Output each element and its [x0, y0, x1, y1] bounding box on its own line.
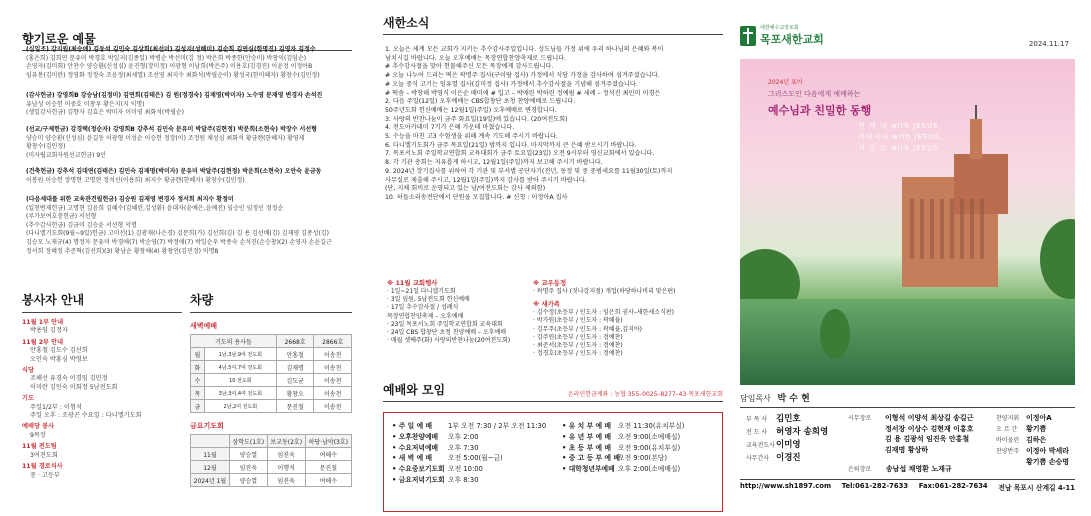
worship-time: 오전 11:30(유치부실) [618, 422, 685, 430]
table-cell: 이송천 [314, 374, 352, 387]
church-event: · 매월 셋째주(화) 사랑의반찬나눔(20여전도회) [387, 337, 511, 345]
staff-name: 황기쁨 [1026, 425, 1047, 433]
volunteer-item [22, 463, 182, 480]
members-news-title: ※ 교우동정 [533, 279, 567, 287]
offering-line: (다니엘기도회(9월~9일)헌금) 고미선(1) 김광재(나은경) 김문희(가) 김선희(김) 김 용 김선배(김) 김재영 김종성(김) [26, 230, 329, 238]
table-row [191, 400, 352, 413]
offering-line: 이봉원 이승헌 장명현 고명현 정석선(이용희) 최지수 황금랜(한혜자) 황창수(김민정) [26, 176, 245, 184]
new-member: · 김수정(초등부 / 인도자 : 임은희 권사–새한새소식판) [533, 309, 674, 317]
staff-row [996, 424, 1069, 435]
church-name: 목포새한교회 [760, 33, 824, 46]
worship-name: • 초 등 부 예 배 [562, 443, 612, 452]
table-header-cell: 2668호 [276, 335, 314, 348]
worship-time: 오전 10:00 [448, 465, 483, 474]
worship-row [562, 421, 684, 432]
tree-shape [820, 309, 850, 359]
staff-name: 이경진 [776, 453, 801, 463]
staff-list-left [746, 413, 828, 465]
cross-logo-icon [740, 26, 756, 46]
news-item: (단, 지체 회비로 운영되고 있는 남/여전도회는 감사 제외함) [385, 185, 546, 193]
worship-name: • 금요저녁기도회 [392, 475, 445, 484]
table-header-cell: 삼학도(1호) [229, 435, 267, 448]
staff-row [996, 435, 1069, 446]
volunteer-list [22, 319, 182, 480]
news-item: 8. 각 기관 총회는 지유롭게 하시고, 12월1일(주일)까지 보고해 주시기 바랍니다. [385, 159, 603, 167]
worship-name: • 중 고 등 부 예 배 [562, 454, 620, 463]
offering-line: (홍은희) 김희연 문유미 박경호 박일지(김종일) 박병순 박선미(김 정) 박은희 박종한(안승미) 박창익(김임순) [26, 54, 307, 62]
table-cell: 이송천 [314, 400, 352, 413]
staff-row [746, 413, 828, 426]
table-cell: 여해수 [305, 448, 351, 461]
volunteer-item [22, 367, 182, 392]
volunteer-names: 3여전도회 [30, 451, 58, 459]
slogan-with-jesus-1: 언 제 나 with JESUS, [858, 122, 942, 130]
table-cell: 문진철 [305, 461, 351, 474]
volunteer-names: 안홍철 김도수 김선희 [30, 347, 88, 355]
volunteer-names: 주일 오후 : 조광곤 수요일 : 다니엘기도회 [30, 412, 142, 420]
news-item: 2. 다음 주일(12일) 오후예배는 CBS합창단 초청 찬양예배로 드립니다. [385, 98, 576, 106]
worship-row [392, 475, 546, 486]
volunteer-label: 11월 전도팀 [22, 443, 57, 451]
news-item: 1. 오늘은 세계 모든 교회가 지키는 추수감사주일입니다. 성도님들 가정 위에 우리 하나님의 은혜와 복이 [385, 46, 664, 53]
new-member: · 최준서(초등부 / 인도자 : 정예찬) [533, 342, 623, 350]
worship-row [562, 432, 684, 443]
tree-shape [1040, 219, 1075, 299]
news-column [383, 0, 723, 516]
volunteer-names: 오인숙 박홍심 박영보 [30, 355, 88, 363]
volunteer-label: 기도 [22, 395, 34, 403]
offering-line: (루가보여호충헌금) 서선형 [26, 213, 97, 221]
pond-shape [740, 299, 1075, 385]
volunteer-item [22, 423, 182, 440]
volunteer-names: 9목장 [30, 431, 46, 439]
worship-name: • 새 벽 예 배 [392, 454, 433, 463]
volunteer-label: 예배당 봉사 [22, 423, 55, 431]
church-logo [740, 24, 824, 47]
table-row [191, 461, 352, 474]
volunteer-names: 중 · 고등부 [30, 471, 60, 479]
offerings-column [22, 0, 352, 516]
worship-time: 오후 2:00(소예배실) [618, 465, 681, 474]
worship-row [392, 421, 546, 432]
news-item: 5. 수능을 마친 고3 수험생을 위해 계속 기도해 주시기 바랍니다. [385, 133, 558, 141]
volunteer-names: 조해선 유경숙 이경임 김민정 [30, 375, 108, 383]
offering-line: 유남성 이승헌 이중호 이창우 황은지(지 익명) [26, 100, 145, 108]
news-item: # 오늘 중식 고기는 임유열 집사(김미정 집사) 가정에서 추수감사절을 기념해 섬겨주셨습니다. [385, 80, 638, 88]
news-item: 사무실로 제출해 주시고, 12월1일(주일)까지 감사를 받아 주시기 바랍니다. [385, 176, 587, 184]
table-cell: 11월 [191, 448, 230, 461]
staff-name: 김민호 [776, 414, 801, 424]
table-cell: 3남,3여,4여 전도회 [204, 387, 276, 400]
news-item: # 오늘 나누어 드리는 떡은 곽명주 집사(구이람 집사) 가정에서 식당 가정을 감사하여 섬겨주셨습니다. [385, 72, 660, 80]
offering-line: 김승모 노재규(4) 명정자 문유미 박경애(7) 박순영(7) 박정애(7) 박일순우 박종숙 손석진(손승창)(2) 손영자 손윤길근 [26, 238, 332, 246]
offering-line: (다음세대를 위한 교육관건립헌금) 김승원 김재영 변경자 정서희 최지수 황정미 [26, 196, 234, 203]
vehicle-section [190, 291, 352, 487]
news-item: # 추수감사절을 맞아 헌물해주신 모든 목장에게 감사드립니다. [385, 63, 554, 71]
volunteer-names: 이미란 김인숙 이회정 5남전도회 [30, 383, 118, 391]
slogan-line2: 예수님과 친밀한 동행 [768, 104, 872, 117]
elder-names: 김 용 김광석 임진욱 안홍철 [885, 435, 970, 443]
table-cell: 여해수 [305, 474, 351, 487]
table-header-cell [191, 435, 230, 448]
volunteer-label: 11월 1부 안내 [22, 319, 64, 326]
worship-time: 오후 7:30 [448, 443, 479, 452]
worship-time: 오전 9:00(본당) [618, 454, 667, 463]
worship-schedule-right [562, 421, 684, 475]
worship-time: 1부 오전 7:30 / 2부 오전 11:30 [448, 422, 547, 430]
table-cell: 임진욱 [267, 448, 305, 461]
volunteer-section [22, 291, 182, 483]
staff-list-right [996, 413, 1069, 468]
worship-time: 오전 9:00(소예배실) [618, 432, 681, 441]
worship-row [392, 464, 546, 475]
table-cell: 이행석 [267, 461, 305, 474]
table-cell: 4남,5여,7여 전도회 [204, 361, 276, 374]
news-item: 9. 2024년 장기집사를 위하여 각 기관 및 부서별 공단자기(전년, 동정 및 중 중범세요를 11월30일(토)까지 [385, 167, 673, 175]
news-item: # 떡솜 – 박창해 박영식 이은순 배미애 # 입고 – 박애린 박하린 정예림 # 세례 – 정석진 최민미 이경은 [385, 89, 661, 97]
table-row [191, 348, 352, 361]
senior-pastor-name: 박 수 현 [777, 394, 810, 404]
table-header-row [191, 435, 352, 448]
offering-line: (생일감사헌금) 김향자 김효은 박미자 이미영 최화석(박필순) [26, 109, 185, 117]
address: 전남 목포시 산계길 4-11 [998, 484, 1075, 492]
volunteer-item [22, 443, 182, 460]
table-header-cell: 기도의 용사들 [191, 335, 277, 348]
volunteer-item [22, 395, 182, 420]
table-cell: 양승열 [229, 474, 267, 487]
friday-prayer-label: 금요기도회 [190, 422, 224, 430]
staff-role: 찬양지휘 [996, 415, 1020, 422]
worship-name: • 오후찬양예배 [392, 432, 439, 441]
church-event: · 23일 목포서노회 주일학교연합회 교육대회 [387, 320, 503, 328]
new-member: · 박가원(초등부 / 인도자 : 곽혜율) [533, 317, 623, 325]
worship-row [392, 432, 546, 443]
table-cell: 2024년 1월 [191, 474, 230, 487]
church-event: · 1일~21일 다니엘기도회 [387, 288, 456, 295]
online-offering-account: 온라인헌금계좌 : 농협 355–0025–8277–43 목포새한교회 [567, 391, 723, 398]
new-member: · 김무주(초등부 / 인도자 : 곽혜율,김지아) [533, 325, 643, 333]
offering-paragraph [26, 196, 351, 256]
offering-paragraph [26, 126, 351, 160]
worship-name: • 수요저녁예배 [392, 443, 439, 452]
offering-line: 임유봉(김미란) 정영화 정정숙 조윤정(최세열) 조선영 최지수 최화석(박필순이) 황성국(한미혜자) 황창수(김민정) [26, 71, 320, 79]
news-item: 넘치시길 바랍니다. 오늘 오후예배는 목장연합찬양축제로 드립니다. [385, 54, 567, 62]
staff-row [746, 426, 828, 439]
table-cell: 문진철 [276, 400, 314, 413]
new-members-title: ※ 새가족 [533, 300, 560, 309]
table-cell: 월 [191, 348, 205, 361]
window-pattern [910, 199, 990, 259]
staff-name: 이정아 박세라 [1026, 447, 1070, 455]
offering-paragraph [26, 168, 351, 185]
worship-time: 오후 8:30 [448, 475, 479, 484]
worship-name: • 유 년 부 예 배 [562, 432, 612, 441]
table-row [191, 448, 352, 461]
offering-line: (미자립교회자원선교헌금) 9인 [26, 151, 106, 159]
staff-name: 이미영 [776, 440, 801, 450]
slogan-with-jesus-3: 지 금 도 with JESUS. [858, 144, 942, 152]
worship-time: 오전 5:00(월~금) [448, 454, 503, 463]
table-cell: 이송천 [314, 387, 352, 400]
news-item: 7. 목포서노회 주일학교연합회 교육대회가 금주 토요일(23일) 오전 9시부터 영신교회에서 있습니다. [385, 150, 655, 158]
table-row [191, 474, 352, 487]
staff-name: 김하은 [1026, 436, 1047, 444]
offering-line: (선교/구제헌금) 강경택(정순자) 강영희B 강추석 김민숙 문유미 박달주(김현정) 박문희(소현숙) 박장수 서선형 [26, 126, 317, 133]
table-cell: 황창오 [276, 387, 314, 400]
elders-names [885, 413, 973, 455]
table-header-cell: 하당·남악(3호) [305, 435, 351, 448]
worship-time: 오후 2:00 [448, 432, 479, 441]
news-list [385, 46, 723, 203]
dawn-service-label: 새벽예배 [190, 322, 218, 330]
staff-row [996, 457, 1069, 468]
offering-line: 손영자(김미회) 안찬수 양승환(신성심) 윤진형(장미정) 이광형 이남희(박은주) 이용호(김경진) 이윤정 이정아B [26, 63, 313, 71]
staff-role: 전 도 사 [746, 429, 768, 436]
elders-list [848, 413, 880, 425]
senior-pastor-label: 담임목사 [740, 394, 771, 403]
elder-names: 이형석 이양석 최상길 송길근 [885, 414, 974, 422]
elder-names: 정서장 이상수 김현재 이홍호 [885, 424, 974, 433]
worship-row [562, 453, 684, 464]
table-cell: 김도균 [276, 374, 314, 387]
table-cell: 이송천 [314, 348, 352, 361]
offering-paragraph [26, 46, 351, 80]
table-row [191, 374, 352, 387]
offerings-title: 향기로운 예물 [22, 30, 352, 51]
volunteer-label: 11월 2부 안내 [22, 338, 64, 346]
staff-name: 허영자 송희영 [776, 427, 829, 437]
elder-names: 김재명 황상하 [885, 445, 929, 454]
volunteer-item [22, 339, 182, 364]
cover [740, 16, 1075, 386]
church-event: · 3일 임원, 5남전도회 헌신예배 [387, 296, 470, 304]
worship-section [383, 381, 723, 484]
church-photo [740, 59, 1075, 385]
denomination-label: 대한예수교장로회 [760, 25, 799, 31]
volunteer-names: 박용임 김정자 [30, 327, 68, 335]
worship-row [562, 443, 684, 454]
table-cell: 목 [191, 387, 205, 400]
news-title: 새한소식 [383, 14, 723, 35]
elders-label: 시무장로 [848, 415, 872, 422]
table-cell: 임진욱 [229, 461, 267, 474]
senior-pastor [740, 391, 1075, 408]
worship-name: • 유 치 부 예 배 [562, 422, 612, 430]
offering-line: 정서희 정혜정 추준혁(김선희)(3) 황남순 황창해(4) 황창언(김민정) 익명8 [26, 247, 219, 255]
staff-row [746, 452, 828, 465]
volunteer-label: 11월 경로식사 [22, 463, 63, 471]
church-events-box [387, 279, 552, 345]
table-cell: 이송천 [314, 361, 352, 374]
staff-row [996, 446, 1069, 457]
table-header-cell: 2866호 [314, 335, 352, 348]
offering-line: (십일조) 강지원(최승애) 김동석 김민숙 김상희(최선미) 김성지(성혜미) 김순희 김연심(한명진) 김영자 김정수 [26, 46, 316, 53]
worship-row [562, 464, 684, 475]
news-item: 4. 전도아카데미 7기가 은혜 가운데 마쳤습니다. [385, 124, 515, 132]
table-cell: 1남,3남,9여 전도회 [204, 348, 276, 361]
slogan-year: 2024년 표어 [768, 79, 803, 86]
table-cell: 안홍철 [276, 348, 314, 361]
news-item: 10. 허들소리송전단에서 단원을 모집합니다. # 신청 : 이정아A 집사 [385, 193, 568, 201]
volunteer-names: 주일1/2부 : 이형석 [30, 403, 82, 411]
table-cell: 수 [191, 374, 205, 387]
news-item: 6. 다니엘기도회가 금주 목요일(21일) 밤까지 입니다. 마지막까지 큰 은혜 받으시기 바랍니다. [385, 141, 637, 149]
bulletin-date: 2024.11.17 [1028, 40, 1069, 48]
church-tower-shape [970, 119, 982, 159]
retired-elders-names: 송남섭 채영환 노재규 [885, 465, 952, 473]
staff-name: 이정아A [1026, 414, 1052, 422]
member-news: · 곽명주 집사 (짓나강지점) 개업(하당하나비리 맞은편) [533, 288, 676, 295]
church-event: · 24일 CBS 합창단 초청 찬양예배 – 오후예배 [387, 329, 507, 337]
cover-column [740, 0, 1075, 516]
table-row [191, 361, 352, 374]
table-cell: 양승열 [229, 448, 267, 461]
staff-name: 황기쁨 손승명 [1026, 458, 1070, 466]
offering-line: (감사헌금) 강영희B 강승남(김정미) 김연희(김태은) 김 원(정경숙) 김재영(박미자) 노수영 문재영 변경자 손석진 [26, 92, 323, 99]
table-header-cell: 보교동(2호) [267, 435, 305, 448]
news-item: 3. 사랑의 반찬나눔이 금주 화요일(19일)에 있습니다. (20여전도회) [385, 115, 568, 123]
table-header-row [191, 335, 352, 348]
friday-vehicle-table [190, 434, 352, 487]
volunteer-label: 식당 [22, 367, 34, 375]
table-cell: 임진욱 [267, 474, 305, 487]
offering-line: (건축헌금) 강추석 김대연(김태은) 김민숙 김재명(박미자) 문유미 박달주(김현정) 박운희(소현숙) 오안숙 윤금동 [26, 168, 322, 175]
new-member: · 정경호(초등부 / 인도자 : 정예찬) [533, 350, 623, 358]
table-cell: 2남,2여 전도회 [204, 400, 276, 413]
table-row [191, 387, 352, 400]
vehicle-title: 차량 [190, 291, 352, 313]
offering-line: 양승미 양승환(신성심) 윤길동 이광형 이성순 이승헌 정장(이) 조정원 채성심 최화석 황금랜(한혜자) 황영세 [26, 134, 305, 142]
worship-schedule-left [392, 421, 546, 486]
church-event: 목장연합찬양축제 – 오후예배 [387, 312, 464, 320]
staff-role: 바이올린 [996, 437, 1020, 444]
table-cell: 김재명 [276, 361, 314, 374]
offering-line: (일천번제헌금) 고명현 김윤희 김혜수(김혜린,김성환) 윤대자(윤예은,윤예진) 임승인 임정인 정정순 [26, 204, 284, 212]
staff-role: 교육전도사 [746, 442, 775, 449]
new-member: · 김주원(초등부 / 인도자 : 정예찬) [533, 333, 623, 341]
staff-role: 오 르 간 [996, 426, 1018, 433]
offering-line: (추수감사헌금) 김금미 김승윤 서선형 익명 [26, 221, 137, 229]
worship-schedule-box [383, 412, 723, 512]
staff-row [996, 413, 1069, 424]
worship-name: • 수요중보기도회 [392, 465, 445, 474]
retired-elders [848, 463, 952, 476]
slogan-line1: 그리스도인 다음에게 예배하는 [768, 90, 861, 98]
website-link[interactable]: http://www.sh1897.com [740, 482, 832, 490]
worship-row [392, 443, 546, 454]
table-cell: 화 [191, 361, 205, 374]
slogan-with-jesus-2: 어디서나 with JESUS, [858, 133, 944, 141]
news-item: 50주년도회 헌신예배는 12월1일(주일) 오후예배로 변경합니다. [385, 106, 557, 114]
offering-line: 황창수(김민정) [26, 143, 66, 151]
worship-row [392, 453, 546, 464]
church-event: · 17일 추수감사절 / 성례식 [387, 304, 459, 312]
retired-elders-label: 은퇴장로 [848, 466, 872, 473]
dawn-vehicle-table [190, 334, 352, 413]
volunteer-item [22, 319, 182, 336]
offering-paragraph [26, 92, 351, 118]
worship-name: • 주 일 예 배 [392, 422, 433, 430]
worship-name: • 대학청년부예배 [562, 465, 615, 474]
table-cell: 10 전도회 [204, 374, 276, 387]
telephone: Tel:061-282-7633 [841, 482, 909, 490]
staff-role: 찬양반주 [996, 448, 1020, 455]
staff-role: 사무간사 [746, 455, 770, 462]
table-cell: 12월 [191, 461, 230, 474]
church-events-title: ※ 11월 교회행사 [387, 279, 438, 287]
volunteer-title: 봉사자 안내 [22, 291, 182, 313]
worship-title: 예배와 모임 [383, 383, 446, 397]
staff-row [746, 439, 828, 452]
fax: Fax:061-282-7634 [918, 482, 988, 490]
members-news-box [533, 279, 698, 358]
table-cell: 금 [191, 400, 205, 413]
worship-time: 오전 9:00(유치부실) [618, 443, 681, 452]
footer-contact [740, 479, 1075, 493]
staff-role: 부 목 사 [746, 416, 768, 423]
